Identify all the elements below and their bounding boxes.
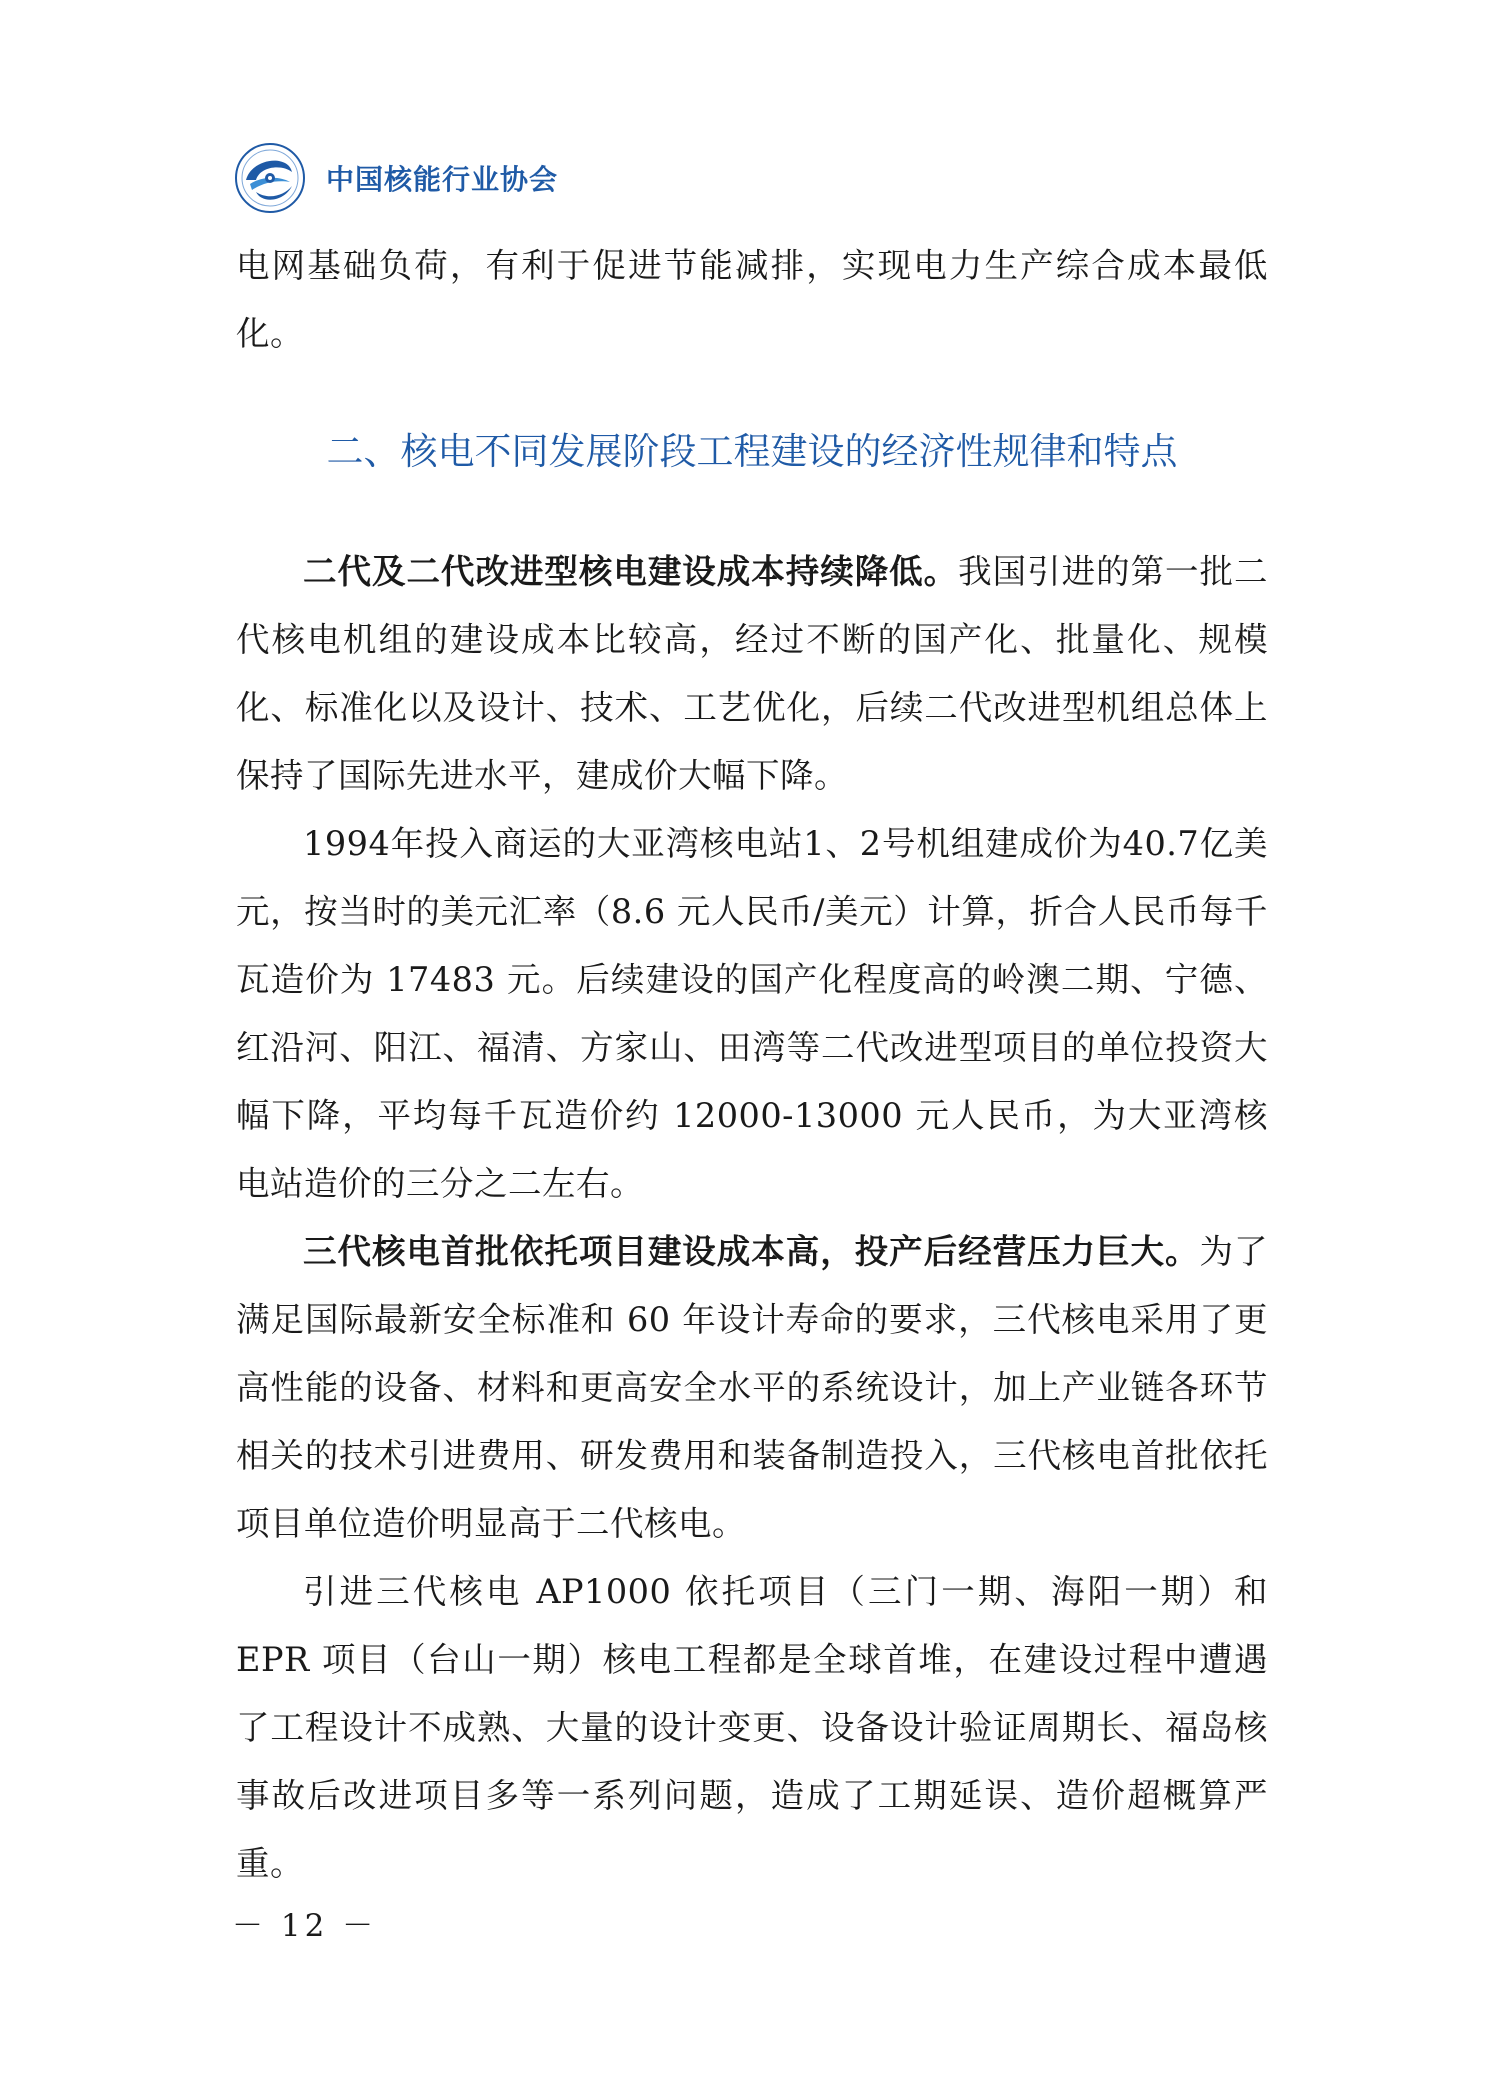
paragraph-lead: 二代及二代改进型核电建设成本持续降低。 [303,552,959,591]
paragraph-text: 我国引进的第一批二代核电机组的建设成本比较高，经过不断的国产化、批量化、规模化、标准化以及设计、技术、工艺优化，后续二代改进型机组总体上保持了国际先进水平，建成价大幅下降。 [236,552,1269,795]
paragraph-text: 为了满足国际最新安全标准和 60 年设计寿命的要求，三代核电采用了更高性能的设备、材料和更高安全水平的系统设计，加上产业链各环节相关的技术引进费用、研发费用和装备制造投入，三代核电首批依托项目单位造价明显高于二代核电。 [236,1232,1269,1543]
section-title: 二、核电不同发展阶段工程建设的经济性规律和特点 [326,430,1178,473]
page-content [236,232,1268,1898]
paragraph-third-gen [236,1218,1268,1558]
paragraph-ap1000-epr: 引进三代核电 AP1000 依托项目（三门一期、海阳一期）和 EPR 项目（台山一期）核电工程都是全球首堆，在建设过程中遭遇了工程设计不成熟、大量的设计变更、设备设计验证周期长、福岛核事故后改进项目多等一系列问题，造成了工期延误、造价超概算严重。 [236,1572,1268,1883]
intro-paragraph: 电网基础负荷，有利于促进节能减排，实现电力生产综合成本最低化。 [236,246,1268,353]
paragraph-lead: 三代核电首批依托项目建设成本高，投产后经营压力巨大。 [303,1232,1200,1271]
paragraph-daya-bay: 1994年投入商运的大亚湾核电站1、2号机组建成价为40.7亿美元，按当时的美元汇率（8.6 元人民币/美元）计算，折合人民币每千瓦造价为 17483 元。后续建设的国产化程度高的岭澳二期、宁德、红沿河、阳江、福清、方家山、田湾等二代改进型项目的单位投资大幅下降，平均每千瓦造价约 12000-13000 元人民币，为大亚湾核电站造价的三分之二左右。 [236,824,1268,1203]
org-name: 中国核能行业协会 [326,163,559,196]
china-nuclear-energy-association-logo-icon [232,140,308,216]
paragraph-second-gen [236,538,1268,810]
page-header [232,138,558,218]
page-number: － 12 － [232,1908,378,1944]
